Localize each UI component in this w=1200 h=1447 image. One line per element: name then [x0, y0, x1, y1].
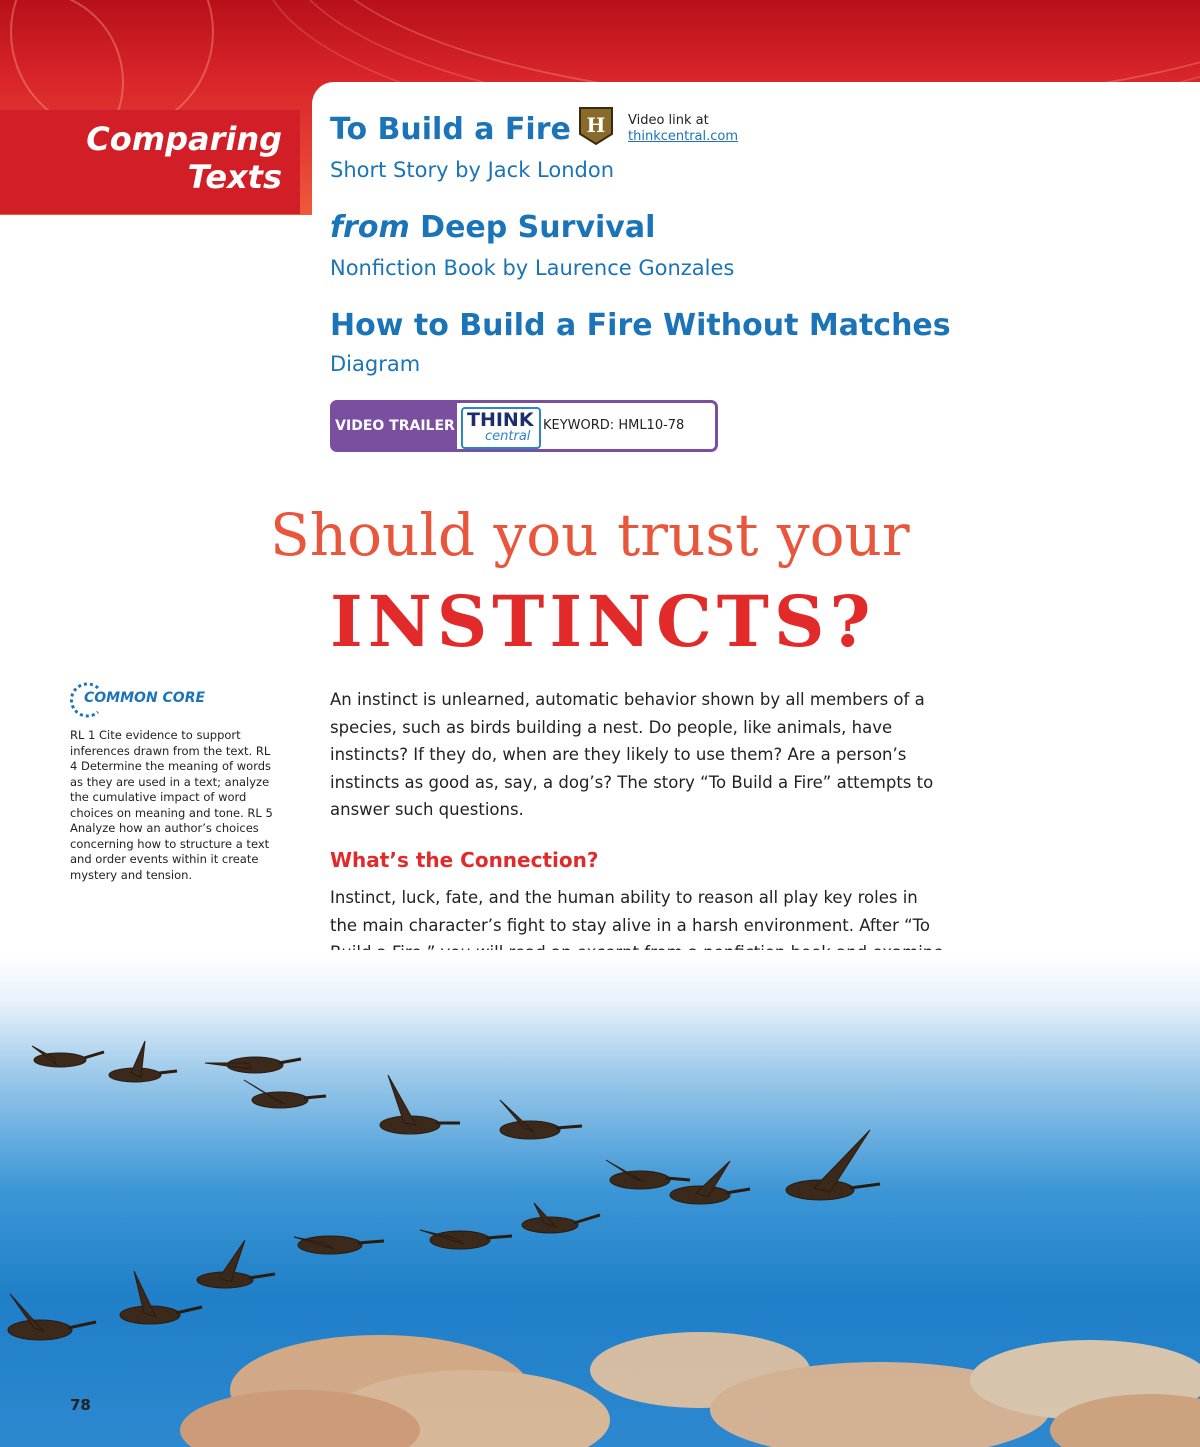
question-line-1: Should you trust your — [270, 501, 910, 569]
think-logo-main: THINK — [467, 409, 534, 431]
tag-line-2: Texts — [187, 158, 282, 196]
geese-clouds-illustration — [0, 950, 1200, 1447]
geese-flock — [8, 1041, 880, 1340]
thinkcentral-logo — [461, 407, 541, 449]
video-link-label: Video link at — [628, 113, 709, 128]
video-trailer-label: VIDEO TRAILER — [333, 403, 457, 449]
think-logo-sub: central — [485, 429, 531, 444]
common-core-label: COMMON CORE — [84, 690, 206, 706]
text1-subtitle: Short Story by Jack London — [330, 158, 615, 182]
text2-subtitle: Nonfiction Book by Laurence Gonzales — [330, 256, 735, 280]
keyword-text: KEYWORD: HML10-78 — [543, 418, 685, 433]
tag-line-1: Comparing — [86, 120, 282, 158]
text2-title-main: Deep Survival — [420, 210, 656, 245]
text2-title — [330, 210, 655, 245]
intro-paragraph: An instinct is unlearned, automatic behavior shown by all members of a species, such as birds building a nest. Do people, like animals, have instincts? If they do, when are they likely to use them? Are a person’s instincts as good as, say, a dog’s? The story “To Build a Fire” attempts to answer such questions. — [330, 690, 934, 819]
video-link-url[interactable]: thinkcentral.com — [628, 129, 739, 144]
common-core-standards: RL 1 Cite evidence to support inferences drawn from the text. RL 4 Determine the meaning of words as they are used in a text; analyze the cumulative impact of word choices on meaning and tone. RL 5 Analyze how an author’s choices concerning how to structure a text and order events within it create mystery and tension. — [70, 728, 273, 882]
connection-paragraph: Instinct, luck, fate, and the human ability to reason all play key roles in the main character’s fight to stay alive in a harsh environment. After “To — [330, 888, 931, 935]
connection-heading: What’s the Connection? — [330, 848, 599, 872]
comparing-texts-label — [0, 120, 282, 196]
text1-title: To Build a Fire — [330, 112, 571, 147]
question-line-2: INSTINCTS? — [330, 580, 876, 663]
video-trailer-box[interactable] — [330, 400, 718, 452]
text3-title: How to Build a Fire Without Matches — [330, 308, 951, 343]
cloud-shapes — [180, 1332, 1200, 1447]
svg-text:H: H — [586, 113, 606, 137]
history-channel-logo — [576, 104, 616, 148]
text2-from: from — [330, 210, 410, 245]
text3-subtitle: Diagram — [330, 352, 421, 376]
page-number: 78 — [70, 1396, 91, 1414]
